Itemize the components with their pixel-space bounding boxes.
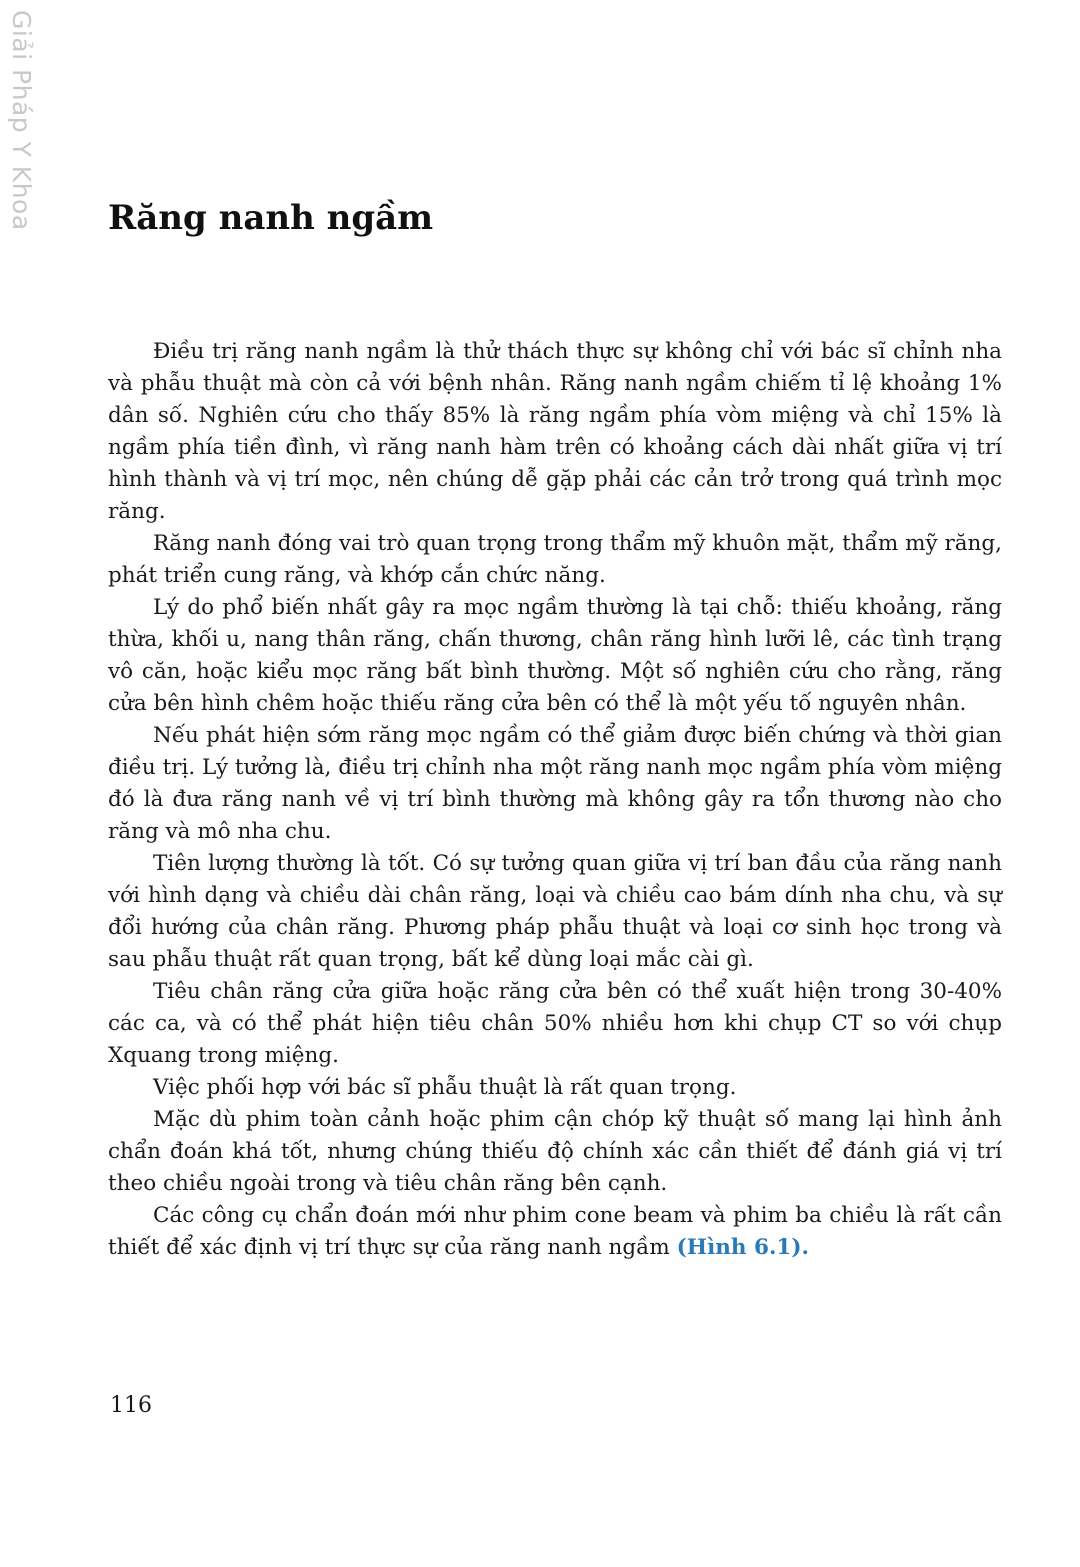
- body-text: [108, 336, 1002, 1264]
- paragraph-2: Răng nanh đóng vai trò quan trọng trong thẩm mỹ khuôn mặt, thẩm mỹ răng, phát triển cung răng, và khớp cắn chức năng.: [108, 531, 1002, 588]
- paragraph-4: Nếu phát hiện sớm răng mọc ngầm có thể giảm được biến chứng và thời gian điều trị. Lý tưởng là, điều trị chỉnh nha một răng nanh mọc ngầm phía vòm miệng đó là đưa răng nanh về vị trí bình thường mà không gây ra tổn thương nào cho răng và mô nha chu.: [108, 723, 1002, 844]
- paragraph-3: Lý do phổ biến nhất gây ra mọc ngầm thường là tại chỗ: thiếu khoảng, răng thừa, khối u, nang thân răng, chấn thương, chân răng hình lưỡi lê, các tình trạng vô căn, hoặc kiểu mọc răng bất bình thường. Một số nghiên cứu cho rằng, răng cửa bên hình chêm hoặc thiếu răng cửa bên có thể là một yếu tố nguyên nhân.: [108, 595, 1002, 716]
- page-number: 116: [110, 1393, 152, 1418]
- paragraph-9: [108, 1200, 1002, 1264]
- figure-reference-link[interactable]: (Hình 6.1).: [676, 1235, 810, 1260]
- chapter-title: Răng nanh ngầm: [108, 198, 434, 238]
- paragraph-9-text: Các công cụ chẩn đoán mới như phim cone beam và phim ba chiều là rất cần thiết để xác định vị trí thực sự của răng nanh ngầm: [108, 1203, 1002, 1260]
- paragraph-1: Điều trị răng nanh ngầm là thử thách thực sự không chỉ với bác sĩ chỉnh nha và phẫu thuật mà còn cả với bệnh nhân. Răng nanh ngầm chiếm tỉ lệ khoảng 1% dân số. Nghiên cứu cho thấy 85% là răng ngầm phía vòm miệng và chỉ 15% là ngầm phía tiền đình, vì răng nanh hàm trên có khoảng cách dài nhất giữa vị trí hình thành và vị trí mọc, nên chúng dễ gặp phải các cản trở trong quá trình mọc răng.: [108, 339, 1002, 524]
- paragraph-8: Mặc dù phim toàn cảnh hoặc phim cận chóp kỹ thuật số mang lại hình ảnh chẩn đoán khá tốt, nhưng chúng thiếu độ chính xác cần thiết để đánh giá vị trí theo chiều ngoài trong và tiêu chân răng bên cạnh.: [108, 1107, 1002, 1196]
- paragraph-7: Việc phối hợp với bác sĩ phẫu thuật là rất quan trọng.: [153, 1075, 737, 1100]
- paragraph-6: Tiêu chân răng cửa giữa hoặc răng cửa bên có thể xuất hiện trong 30-40% các ca, và có thể phát hiện tiêu chân 50% nhiều hơn khi chụp CT so với chụp Xquang trong miệng.: [108, 979, 1002, 1068]
- paragraph-5: Tiên lượng thường là tốt. Có sự tưởng quan giữa vị trí ban đầu của răng nanh với hình dạng và chiều dài chân răng, loại và chiều cao bám dính nha chu, và sự đổi hướng của chân răng. Phương pháp phẫu thuật và loại cơ sinh học trong và sau phẫu thuật rất quan trọng, bất kể dùng loại mắc cài gì.: [108, 851, 1002, 972]
- watermark-text: Giải Pháp Y Khoa: [7, 10, 36, 231]
